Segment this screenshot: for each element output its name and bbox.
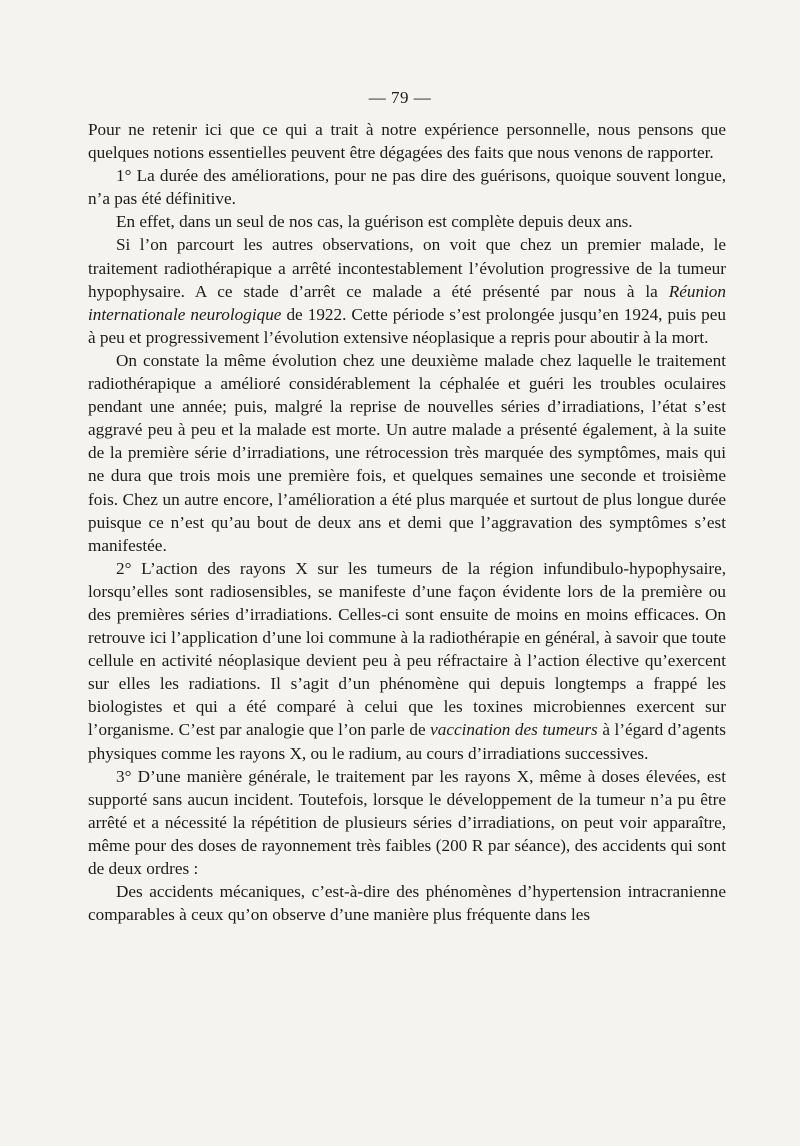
paragraph-point-3: 3° D’une manière générale, le traitement par les rayons X, même à doses élevées, est supporté sans aucun incident. Toutefois, lorsque le développement de la tumeur n’a pu être arrêté et a nécessité la répétition de plusieurs séries d’irradiations, on peut voir apparaître, même pour des doses de rayonnement très faibles (200 R par séance), des accidents qui sont de deux ordres : bbox=[88, 766, 726, 878]
text-run: 2° L’action des rayons X sur les tumeurs de la région infundibulo-hypophysaire, lorsqu’elles sont radiosensibles, se manifeste d’une façon évidente lors de la première ou des premières séries d’irradiations. Celles-ci sont ensuite de moins en moins efficaces. On retrouve ici l’application d’une loi commune à la radiothérapie en général, à savoir que toute cellule en activité néoplasique devient peu à peu réfractaire à l’action élective qu’exercent sur elles les radiations. Il s’agit d’un phénomène qui depuis longtemps a frappé les biologistes et qui a été comparé à celui que les toxines microbiennes exercent sur l’organisme. C’est par analogie que l’on parle de bbox=[88, 558, 726, 740]
italic-run: Réunion internationale neurologique bbox=[88, 281, 726, 324]
paragraph-intro: Pour ne retenir ici que ce qui a trait à notre expérience personnelle, nous pensons que quelques notions essentielles peuvent être dégagées des faits que nous venons de rapporter. bbox=[88, 120, 726, 163]
text-run: à l’égard d’agents physiques comme les rayons X, ou le radium, au cours d’irradiations successives. bbox=[88, 720, 726, 763]
text-run: de 1922. Cette période s’est prolongée jusqu’en 1924, puis peu à peu et progressivement l’évolution extensive néoplasique a repris pour aboutir à la mort. bbox=[88, 304, 726, 347]
paragraph-first-patient bbox=[88, 233, 726, 348]
paragraph-second-patient: On constate la même évolution chez une deuxième malade chez laquelle le traitement radiothérapique a amélioré considérablement la céphalée et guéri les troubles oculaires pendant une année; puis, malgré la reprise de nouvelles séries d’irradiations, l’état s’est aggravé peu à peu et la malade est morte. Un autre malade a présenté également, à la suite de la première série d’irradiations, une rétrocession très marquée des symptômes, mais qui ne dura que trois mois une première fois, et quelques semaines une seconde et troisième fois. Chez un autre encore, l’amélioration a été plus marquée et surtout de plus longue durée puisque ce n’est qu’au bout de deux ans et demi que l’aggravation des symptômes s’est manifestée. bbox=[88, 350, 726, 555]
paragraph-mechanical-accidents: Des accidents mécaniques, c’est-à-dire des phénomènes d’hypertension intracranienne comparables à ceux qu’on observe d’une manière plus fréquente dans les bbox=[88, 882, 726, 925]
page-number: — 79 — bbox=[368, 88, 432, 107]
text-run: Si l’on parcourt les autres observations, on voit que chez un premier malade, le traitement radiothérapique a arrêté incontestablement l’évolution progressive de la tumeur hypophysaire. A ce stade d’arrêt ce malade a été présenté par nous à la bbox=[88, 235, 726, 301]
body-text bbox=[88, 118, 726, 926]
italic-run: vaccination des tumeurs bbox=[430, 720, 598, 740]
paragraph-point-1: 1° La durée des améliorations, pour ne pas dire des guérisons, quoique souvent longue, n’a pas été définitive. bbox=[88, 166, 726, 209]
paragraph-point-2 bbox=[88, 557, 726, 765]
paragraph-single-case: En effet, dans un seul de nos cas, la guérison est complète depuis deux ans. bbox=[116, 212, 633, 232]
